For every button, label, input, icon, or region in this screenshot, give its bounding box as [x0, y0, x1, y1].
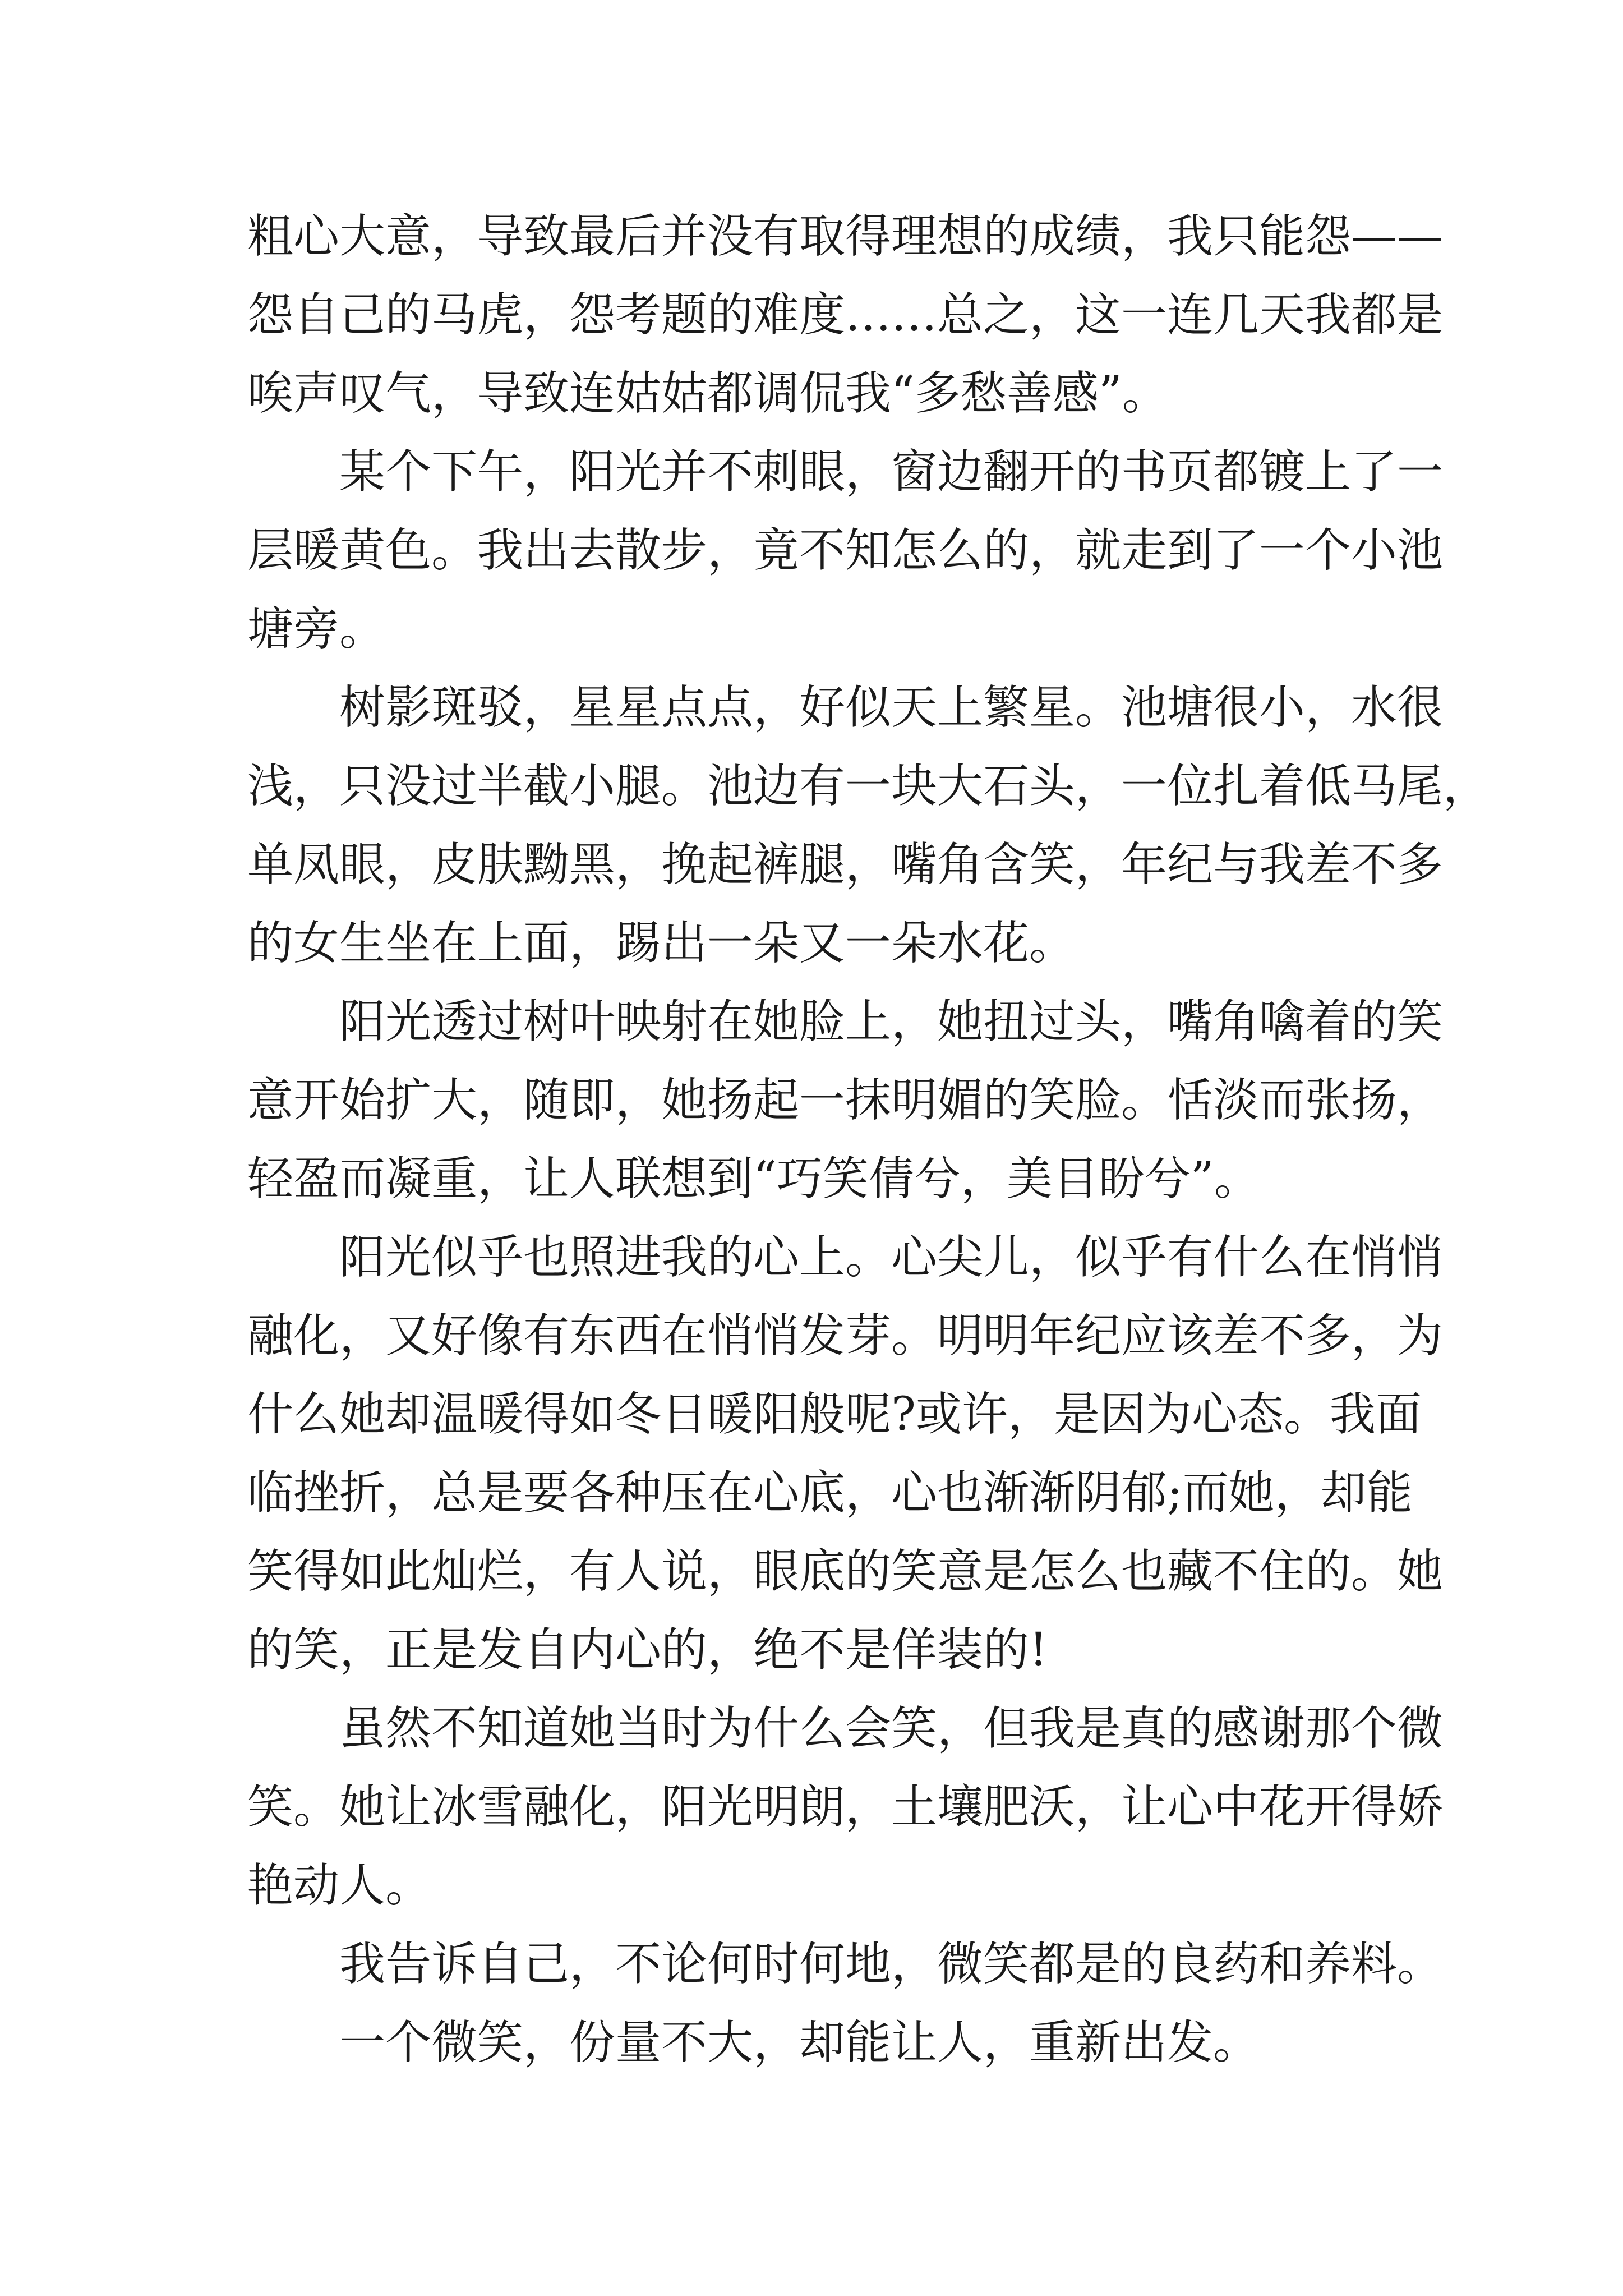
text-line: 单凤眼，皮肤黝黑，挽起裤腿，嘴角含笑，年纪与我差不多	[247, 838, 1444, 891]
paragraph-first-line: 虽然不知道她当时为什么会笑，但我是真的感谢那个微	[339, 1702, 1444, 1755]
text-line: 浅，只没过半截小腿。池边有一块大石头，一位扎着低马尾，	[247, 760, 1490, 813]
paragraph-first-line: 一个微笑，份量不大，却能让人，重新出发。	[339, 2016, 1260, 2069]
text-line: 层暖黄色。我出去散步，竟不知怎么的，就走到了一个小池	[247, 524, 1444, 577]
paragraph-first-line: 某个下午，阳光并不刺眼，窗边翻开的书页都镀上了一	[339, 445, 1444, 499]
essay-body	[247, 197, 1490, 2082]
paragraph-first-line: 阳光似乎也照进我的心上。心尖儿，似乎有什么在悄悄	[339, 1231, 1444, 1284]
text-line: 笑。她让冰雪融化，阳光明朗，土壤肥沃，让心中花开得娇	[247, 1780, 1444, 1834]
text-line: 临挫折，总是要各种压在心底，心也渐渐阴郁;而她，却能	[247, 1466, 1413, 1520]
text-line: 怨自己的马虎，怨考题的难度……总之，这一连几天我都是	[247, 288, 1444, 342]
text-line: 笑得如此灿烂，有人说，眼底的笑意是怎么也藏不住的。她	[247, 1545, 1444, 1598]
paragraph-first-line: 树影斑驳，星星点点，好似天上繁星。池塘很小，水很	[339, 681, 1444, 734]
text-line: 粗心大意，导致最后并没有取得理想的成绩，我只能怨——	[247, 210, 1444, 263]
text-line: 唉声叹气，导致连姑姑都调侃我“多愁善感”。	[247, 367, 1168, 420]
paragraph-first-line: 我告诉自己，不论何时何地，微笑都是的良药和养料。	[339, 1938, 1444, 1991]
text-line: 的女生坐在上面，踢出一朵又一朵水花。	[247, 917, 1076, 970]
text-line: 意开始扩大，随即，她扬起一抹明媚的笑脸。恬淡而张扬，	[247, 1074, 1444, 1127]
text-line: 的笑，正是发自内心的，绝不是佯装的!	[247, 1623, 1048, 1677]
text-line: 融化，又好像有东西在悄悄发芽。明明年纪应该差不多，为	[247, 1309, 1444, 1363]
text-line: 什么她却温暖得如冬日暖阳般呢?或许，是因为心态。我面	[247, 1388, 1422, 1441]
text-line: 塘旁。	[247, 602, 386, 656]
text-line: 艳动人。	[247, 1859, 432, 1912]
text-line: 轻盈而凝重，让人联想到“巧笑倩兮，美目盼兮”。	[247, 1152, 1260, 1205]
paragraph-first-line: 阳光透过树叶映射在她脸上，她扭过头，嘴角噙着的笑	[339, 995, 1444, 1048]
